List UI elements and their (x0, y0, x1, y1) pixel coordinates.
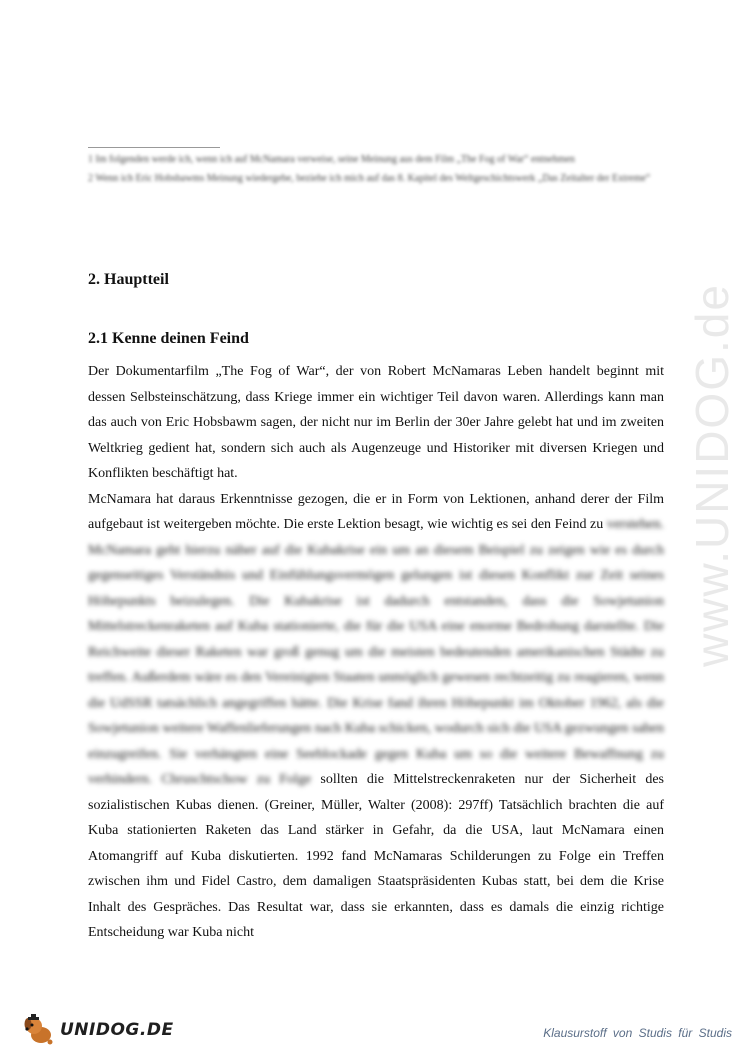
paragraph-2 (88, 487, 664, 946)
paragraph-2-end: sollten die Mittelstreckenraketen nur der Sicherheit des sozialistischen Kubas dienen. (Greiner, Müller, Walter (2008): 297ff) Tatsächlich brachten die auf Kuba stationierten Raketen das Land stärker in Gefahr, da die USA, laut McNamara einen Atomangriff auf Kuba diskutierten. 1992 fand McNamaras Schilderungen zu Folge ein Treffen zwischen ihm und Fidel Castro, dem damaligen Staatspräsidenten Kubas statt, bei dem die Krise Inhalt des Gespräches. Das Resultat war, dass sie erkannten, dass es damals die einzig richtige Entscheidung war Kuba nicht (88, 772, 665, 940)
footnote-2: 2 Wenn ich Eric Hobsbawms Meinung wiedergebe, beziehe ich mich auf das 8. Kapitel des Weltgeschichtswerk „Das Zeitalter der Extreme“ (88, 173, 651, 184)
subsection-heading: 2.1 Kenne deinen Feind (88, 330, 249, 347)
section-heading: 2. Hauptteil (88, 271, 169, 288)
paragraph-2-blurred: verstehen. McNamara geht hierzu näher auf die Kubakrise ein um an diesem Beispiel zu zeigen wie es durch gegenseitiges Verständnis und Einfühlungsvermögen gelungen ist diesen Konflikt zur Zeit seines Höhepunkts beizulegen. Die Kubakrise ist dadurch entstanden, dass die Sowjetunion Mittelstreckenraketen auf Kuba stationierte, die für die USA eine enorme Bedrohung darstellte. Die Reichweite dieser Raketen war groß genug um die meisten bedeutenden amerikanischen Städte zu treffen. Außerdem wäre es den Vereinigten Staaten unmöglich gewesen rechtzeitig zu reagieren, wenn die UdSSR tatsächlich angegriffen hätte. Die Krise fand ihren Höhepunkt im Oktober 1962, als die Sowjetunion weitere Waffenlieferungen nach Kuba schicken, wodurch sich die USA gezwungen sahen einzugreifen. Sie verhängten eine Seeblockade gegen Kuba um so die weitere Bewaffnung zu verhindern. Chruschtschow zu Folge (88, 517, 664, 787)
paragraph-1: Der Dokumentarfilm „The Fog of War“, der von Robert McNamaras Leben handelt beginnt mit dessen Selbsteinschätzung, dass Kriege immer ein wichtiger Teil davon waren. Allerdings kann man das auch von Eric Hobsbawm sagen, der nicht nur im Berlin der 30er Jahre gelebt hat und im zweiten Weltkrieg gedient hat, sondern sich auch als Augenzeuge und Historiker mit diversen Kriegen und Konflikten beschäftigt hat. (88, 364, 664, 481)
unidog-logo[interactable] (22, 1010, 174, 1050)
dog-mascot-icon (22, 1013, 56, 1047)
footnotes (88, 152, 668, 190)
footnote-divider (88, 147, 220, 148)
footer-tagline: Klausurstoff von Studis für Studis (543, 1026, 732, 1040)
logo-text: UNIDOG.DE (60, 1020, 174, 1040)
body-text (88, 359, 664, 946)
paragraph-2-intro: McNamara hat daraus Erkenntnisse gezogen, die er in Form von Lektionen, anhand derer der Film aufgebaut ist weitergeben möchte. Die erste Lektion besagt, wie wichtig es sei den Feind zu (88, 491, 664, 532)
footnote-1: 1 Im folgenden werde ich, wenn ich auf McNamara verweise, seine Meinung aus dem Film „The Fog of War“ entnehmen (88, 154, 575, 165)
watermark: www.UNIDOG.de (686, 283, 738, 667)
